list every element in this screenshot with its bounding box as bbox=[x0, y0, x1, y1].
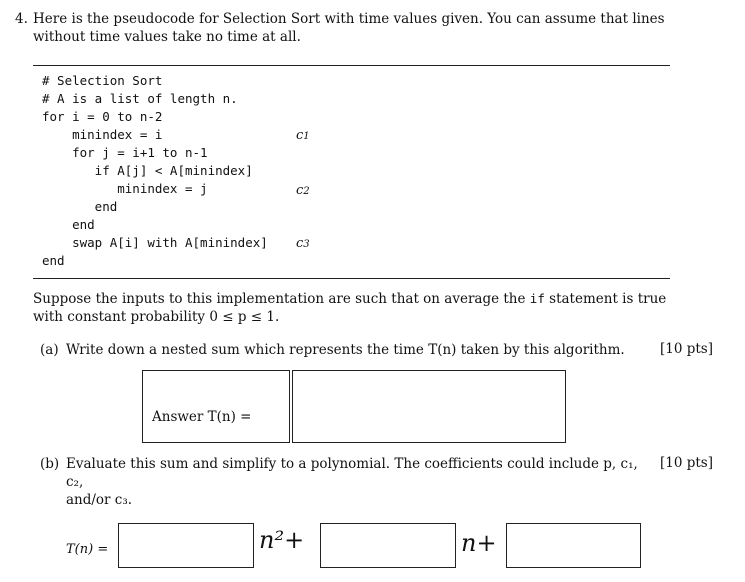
cost-c3-subscript: 3 bbox=[303, 239, 310, 250]
code-bottom-rule bbox=[33, 278, 670, 279]
cost-c3-letter: c bbox=[296, 236, 304, 251]
cost-c1-letter: c bbox=[296, 128, 304, 143]
code-top-rule bbox=[33, 65, 670, 66]
cost-c1-subscript: 1 bbox=[303, 131, 310, 142]
assumption-paragraph bbox=[33, 290, 713, 326]
cost-c1 bbox=[296, 128, 310, 143]
answer-a-input[interactable] bbox=[292, 370, 566, 443]
part-b-text-line2: and/or c₃. bbox=[66, 492, 133, 508]
code-line: end bbox=[42, 199, 118, 214]
part-b-text bbox=[66, 455, 656, 509]
part-b-label: (b) bbox=[40, 456, 60, 472]
answer-a-label: Answer T(n) = bbox=[152, 409, 252, 425]
coef-n-input[interactable] bbox=[320, 523, 456, 568]
cost-c2 bbox=[296, 183, 310, 198]
assumption-line1-post: statement is true bbox=[549, 291, 667, 307]
assumption-line1-pre: Suppose the inputs to this implementation are such that on average the bbox=[33, 291, 526, 307]
pseudocode-block bbox=[42, 72, 268, 270]
part-a-label: (a) bbox=[40, 342, 59, 358]
code-line: for j = i+1 to n-1 bbox=[42, 145, 208, 160]
assumption-line2: with constant probability 0 ≤ p ≤ 1. bbox=[33, 309, 280, 325]
term-n: n+ bbox=[461, 529, 497, 557]
part-a-points: [10 pts] bbox=[660, 341, 713, 357]
part-b-text-line1: Evaluate this sum and simplify to a polynomial. The coefficients could include p, c₁, c₂, bbox=[66, 456, 638, 490]
if-keyword: if bbox=[529, 291, 545, 306]
coef-n2-input[interactable] bbox=[118, 523, 254, 568]
code-line: # Selection Sort bbox=[42, 73, 163, 88]
cost-c2-subscript: 2 bbox=[303, 186, 310, 197]
code-line: minindex = j bbox=[42, 181, 208, 196]
part-a-text: Write down a nested sum which represents the time T(n) taken by this algorithm. bbox=[66, 342, 625, 358]
question-intro-line2: without time values take no time at all. bbox=[33, 29, 301, 45]
term-n-squared: n²+ bbox=[259, 526, 305, 554]
part-b-lhs: T(n) = bbox=[66, 542, 109, 557]
part-b-points: [10 pts] bbox=[660, 455, 713, 471]
cost-c3 bbox=[296, 236, 310, 251]
coef-const-input[interactable] bbox=[506, 523, 641, 568]
question-intro bbox=[33, 10, 733, 46]
answer-a-label-cell bbox=[142, 370, 290, 443]
code-line: for i = 0 to n-2 bbox=[42, 109, 163, 124]
code-line: # A is a list of length n. bbox=[42, 91, 238, 106]
code-line: end bbox=[42, 217, 95, 232]
assumption-line1 bbox=[33, 290, 713, 308]
code-line: minindex = i bbox=[42, 127, 163, 142]
question-number: 4. bbox=[15, 11, 28, 27]
cost-c2-letter: c bbox=[296, 183, 304, 198]
code-line: end bbox=[42, 253, 65, 268]
code-line: if A[j] < A[minindex] bbox=[42, 163, 253, 178]
code-line: swap A[i] with A[minindex] bbox=[42, 235, 268, 250]
question-intro-line1: Here is the pseudocode for Selection Sort with time values given. You can assume that lines bbox=[33, 11, 665, 27]
